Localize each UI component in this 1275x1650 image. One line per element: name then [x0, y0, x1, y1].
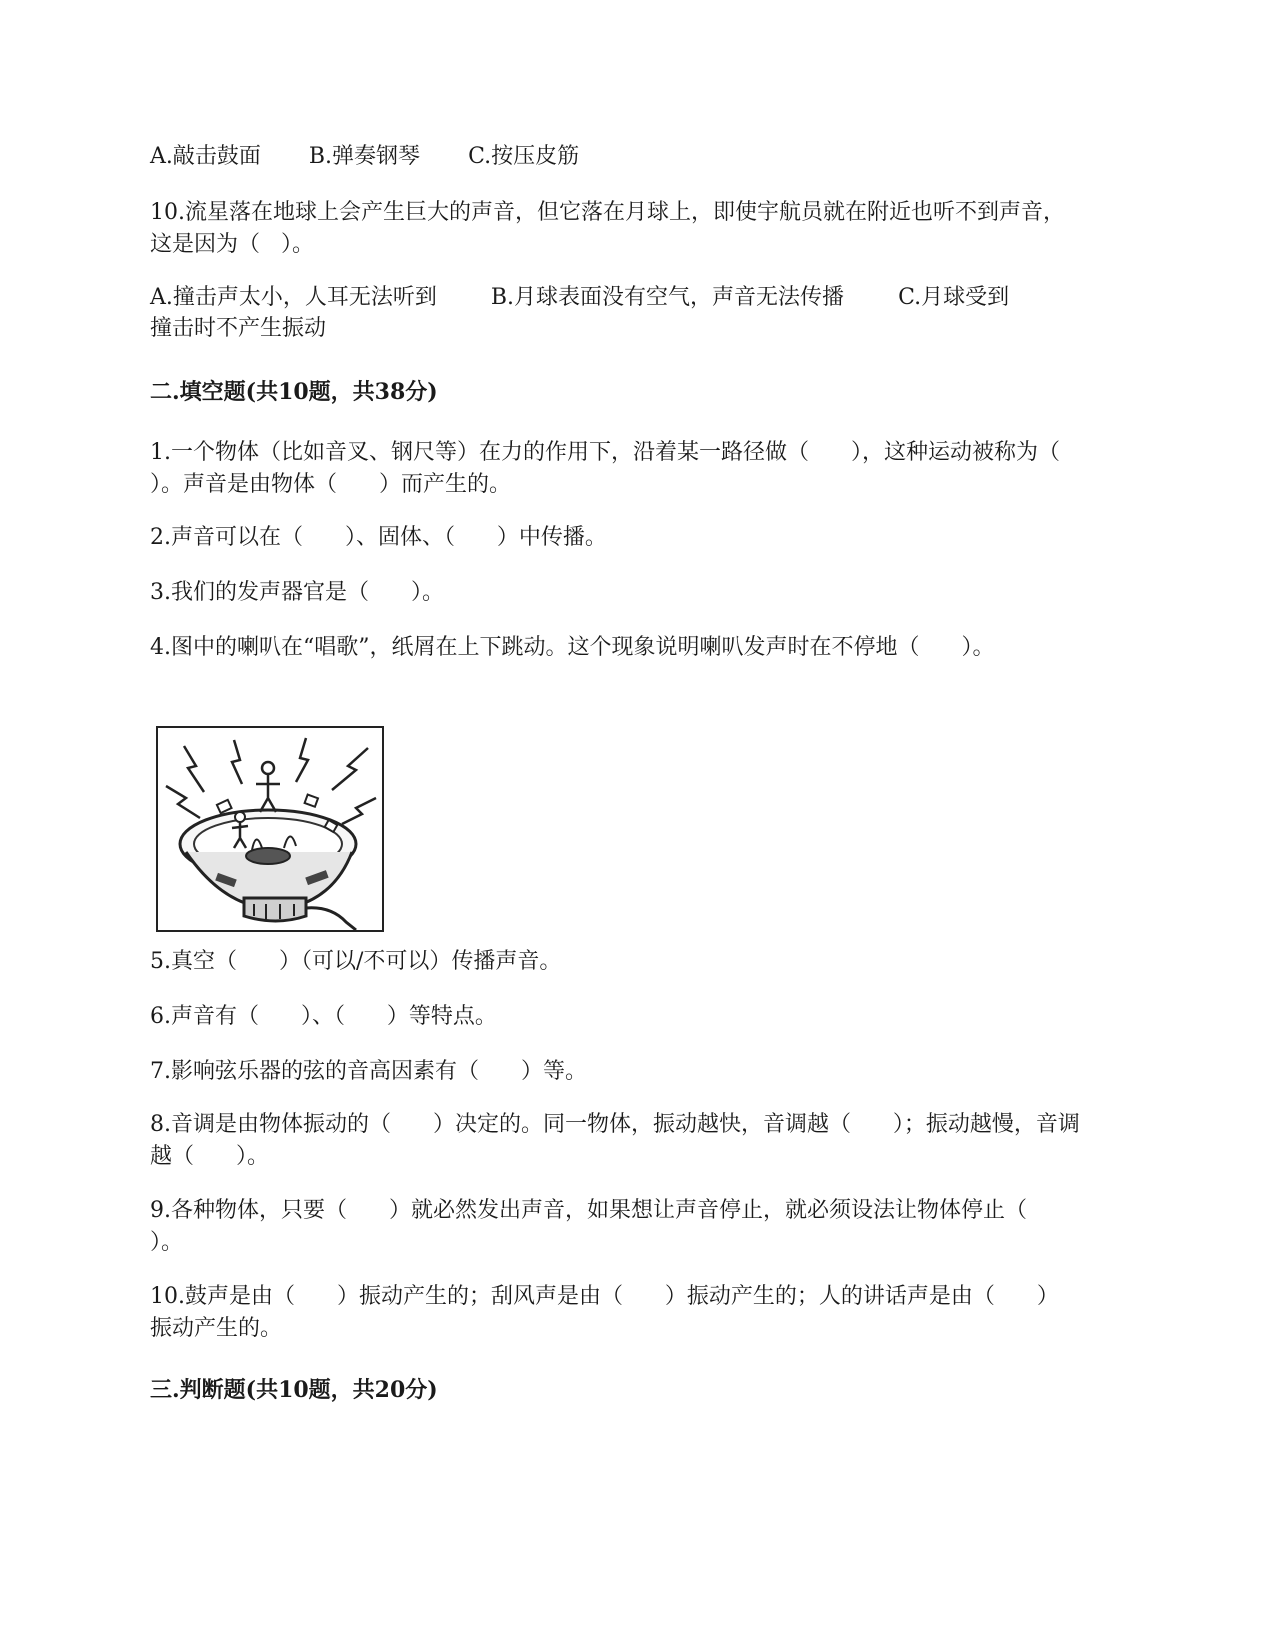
- q10-options-line2: 撞击时不产生振动: [150, 316, 327, 341]
- fill-item-4: 4.图中的喇叭在“唱歌”，纸屑在上下跳动。这个现象说明喇叭发声时在不停地（ ）。: [150, 635, 995, 660]
- fill-item-2: 2.声音可以在（ ）、固体、（ ）中传播。: [150, 525, 607, 550]
- fill-item-1: 1.一个物体（比如音叉、钢尺等）在力的作用下，沿着某一路径做（ ），这种运动被称为（ ）。声音是由物体（ ）而产生的。: [150, 440, 1102, 497]
- q10-option-a: A.撞击声太小，人耳无法听到: [150, 285, 437, 310]
- q10-option-c: C.月球受到: [898, 285, 1010, 310]
- speaker-dust-cap: [246, 848, 290, 864]
- fill-item-5: 5.真空（ ）（可以/不可以）传播声音。: [150, 949, 562, 974]
- speaker-figure: [156, 726, 384, 932]
- section2-heading: 二.填空题(共10题，共38分): [150, 379, 438, 405]
- fill-item-7: 7.影响弦乐器的弦的音高因素有（ ）等。: [150, 1059, 587, 1084]
- q9-option-a: A.敲击鼓面: [150, 144, 261, 169]
- fill-item-9: 9.各种物体，只要（ ）就必然发出声音，如果想让声音停止，就必须设法让物体停止（ ）。: [150, 1198, 1069, 1255]
- fill-item-3: 3.我们的发声器官是（ ）。: [150, 580, 444, 605]
- q10-option-b: B.月球表面没有空气，声音无法传播: [490, 285, 845, 310]
- q10-stem: 10.流星落在地球上会产生巨大的声音，但它落在月球上，即使宇航员就在附近也听不到声音，这是因为（ ）。: [150, 200, 1065, 257]
- q9-option-c: C.按压皮筋: [468, 144, 580, 169]
- q9-options: [150, 141, 1130, 173]
- fill-item-8: 8.音调是由物体振动的（ ）决定的。同一物体，振动越快，音调越（ ）；振动越慢，音调越（ ）。: [150, 1112, 1080, 1169]
- section3-heading: 三.判断题(共10题，共20分): [150, 1377, 438, 1403]
- q10-options-line1: [150, 282, 1130, 314]
- fill-item-10: 10.鼓声是由（ ）振动产生的；刮风声是由（ ）振动产生的；人的讲话声是由（ ）振动产生的。: [150, 1284, 1059, 1341]
- q9-option-b: B.弹奏钢琴: [308, 144, 421, 169]
- fill-item-6: 6.声音有（ ）、（ ）等特点。: [150, 1004, 497, 1029]
